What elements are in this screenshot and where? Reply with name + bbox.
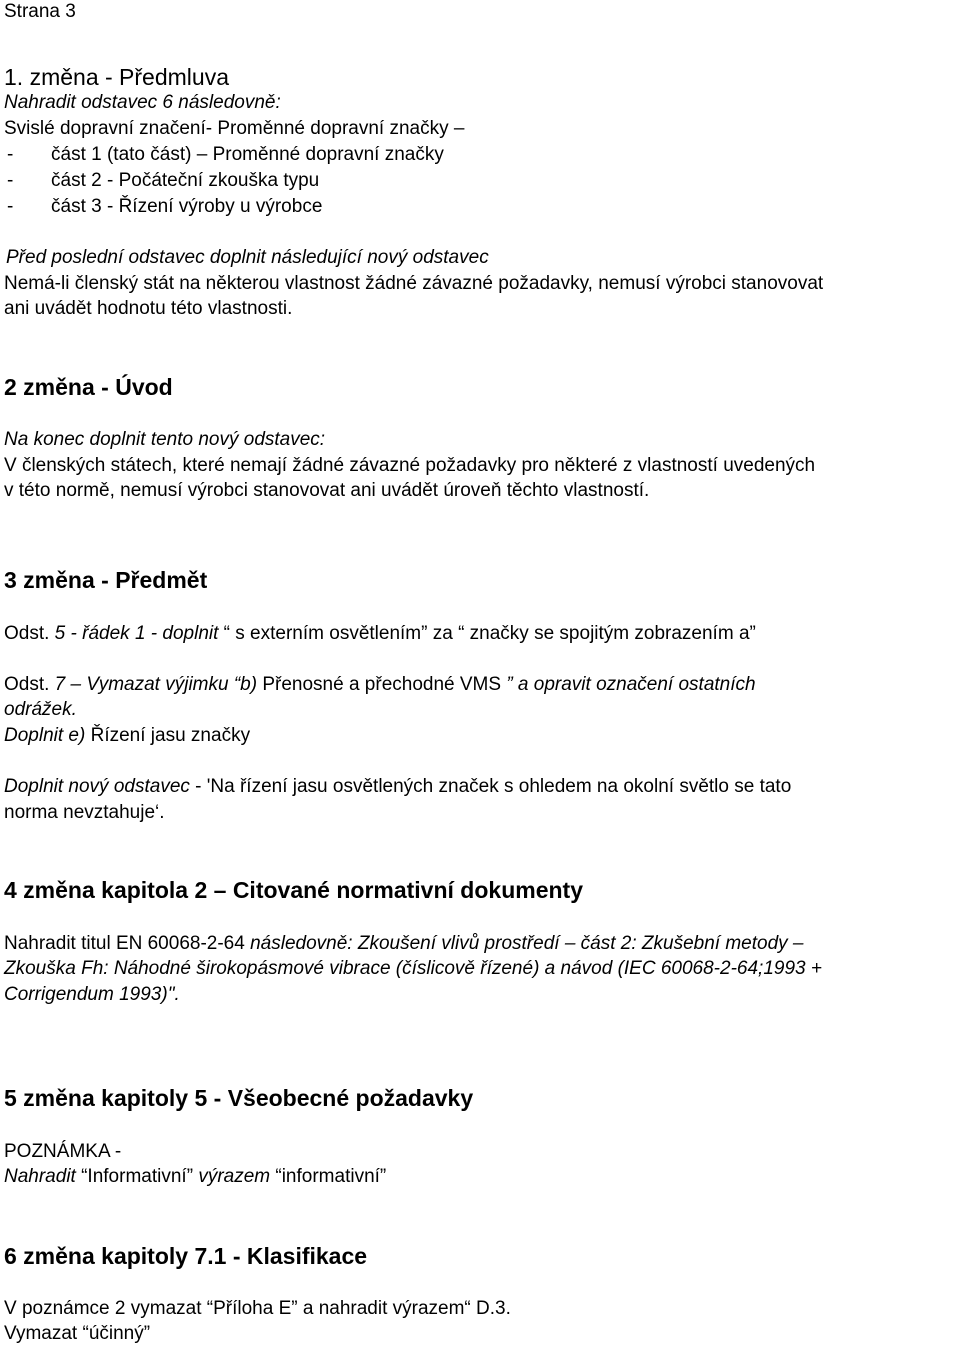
s2-line-2: V členských státech, které nemají žádné závazné požadavky pro některé z vlastností uvedených bbox=[4, 455, 816, 476]
s1-line-5: ani uvádět hodnotu této vlastnosti. bbox=[4, 298, 293, 319]
list-item-text: část 1 (tato část) – Proměnné dopravní značky bbox=[51, 144, 444, 165]
list-item-text: část 2 - Počáteční zkouška typu bbox=[51, 170, 320, 191]
s2-line-1: Na konec doplnit tento nový odstavec: bbox=[4, 429, 326, 450]
s1-line-3: Před poslední odstavec doplnit následující nový odstavec bbox=[6, 247, 489, 268]
s3-b-odst: Odst. bbox=[4, 674, 50, 695]
s1-line-2: Svislé dopravní značení- Proměnné dopravní značky – bbox=[4, 118, 465, 139]
s3-d-text: - 'Na řízení jasu osvětlených značek s ohledem na okolní světlo se tato bbox=[189, 776, 792, 797]
s3-line-a bbox=[4, 622, 756, 646]
s4-l1-b: následovně: Zkoušení vlivů prostředí – část 2: Zkušební metody – bbox=[250, 933, 804, 954]
list-item-text: část 3 - Řízení výroby u výrobce bbox=[51, 196, 323, 217]
s5-line-2 bbox=[4, 1165, 386, 1189]
s4-l1-a: Nahradit titul EN 60068-2-64 bbox=[4, 933, 251, 954]
s6-line-1: V poznámce 2 vymazat “Příloha E” a nahradit výrazem“ D.3. bbox=[4, 1298, 511, 1319]
s3-line-b-cont: odrážek. bbox=[4, 699, 77, 720]
section-6-heading: 6 změna kapitoly 7.1 - Klasifikace bbox=[4, 1243, 368, 1269]
s1-line-4: Nemá-li členský stát na některou vlastnost žádné závazné požadavky, nemusí výrobci stanovovat bbox=[4, 273, 824, 294]
section-5-heading: 5 změna kapitoly 5 - Všeobecné požadavky bbox=[4, 1085, 474, 1111]
s4-line-2: Zkouška Fh: Náhodné širokopásmové vibrace (číslicově řízené) a návod (IEC 60068-2-64;1993 + bbox=[4, 958, 822, 979]
s3-b-instruction: 7 – Vymazat výjimku “b) bbox=[49, 674, 258, 695]
section-3-heading: 3 změna - Předmět bbox=[4, 567, 208, 593]
s5-l2-a: Nahradit bbox=[4, 1166, 76, 1187]
section-2-heading: 2 změna - Úvod bbox=[4, 374, 173, 400]
section-1-heading: 1. změna - Předmluva bbox=[4, 64, 229, 90]
section-4-heading: 4 změna kapitola 2 – Citované normativní dokumenty bbox=[4, 877, 583, 903]
s2-line-3: v této normě, nemusí výrobci stanovovat ani uvádět úroveň těchto vlastností. bbox=[4, 480, 650, 501]
s3-a-instruction: 5 - řádek 1 - doplnit bbox=[49, 623, 219, 644]
s3-b-text: Přenosné a přechodné VMS bbox=[257, 674, 507, 695]
s5-l2-b: “Informativní” bbox=[75, 1166, 199, 1187]
s5-l2-c: výrazem bbox=[198, 1166, 271, 1187]
s1-line-1: Nahradit odstavec 6 následovně: bbox=[4, 92, 281, 113]
s3-line-d bbox=[4, 775, 791, 799]
s3-c-text: Řízení jasu značky bbox=[85, 725, 251, 746]
s3-line-d-cont: norma nevztahuje‘. bbox=[4, 802, 165, 823]
s3-a-odst: Odst. bbox=[4, 623, 50, 644]
page-label: Strana 3 bbox=[4, 1, 76, 22]
s3-a-text: “ s externím osvětlením” za “ značky se spojitým zobrazením a” bbox=[218, 623, 756, 644]
s3-c-instruction: Doplnit e) bbox=[4, 725, 86, 746]
list-dash: - bbox=[7, 196, 14, 217]
s3-d-instruction: Doplnit nový odstavec bbox=[4, 776, 190, 797]
s3-b-instruction-2: ” a opravit označení ostatních bbox=[506, 674, 756, 695]
list-dash: - bbox=[7, 170, 14, 191]
s5-l2-d: “informativní” bbox=[270, 1166, 387, 1187]
s3-line-c bbox=[4, 724, 250, 748]
s3-line-b bbox=[4, 673, 756, 697]
s4-line-1 bbox=[4, 932, 804, 956]
s6-line-2: Vymazat “účinný” bbox=[4, 1323, 151, 1344]
s4-line-3: Corrigendum 1993)". bbox=[4, 984, 180, 1005]
list-dash: - bbox=[7, 144, 14, 165]
s5-line-1: POZNÁMKA - bbox=[4, 1141, 122, 1162]
